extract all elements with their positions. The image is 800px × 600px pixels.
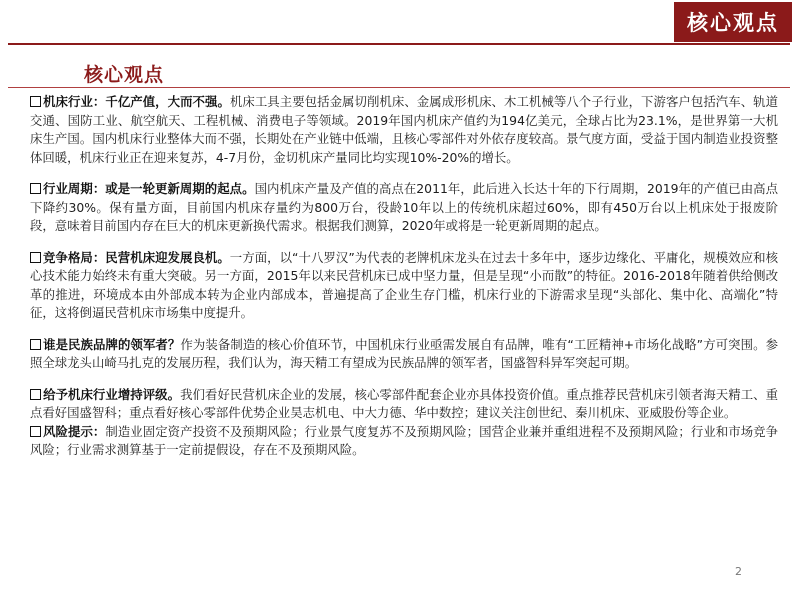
paragraph-lead: 行业周期：或是一轮更新周期的起点。 [43,181,255,196]
section-title: 核心观点 [84,64,165,86]
paragraph-body: 作为装备制造的核心价值环节，中国机床行业亟需发展自有品牌，唯有“工匠精神+市场化战略”方可突围。参照全球龙头山崎马扎克的发展历程，我们认为，海天精工有望成为民族品牌的领军者，国盛智科异军突起可期。 [30,336,778,370]
paragraph-body: 制造业固定资产投资不及预期风险；行业景气度复苏不及预期风险；国营企业兼并重组进程不及预期风险；行业和市场竞争风险；行业需求测算基于一定前提假设，存在不及预期风险。 [30,423,779,457]
paragraph-lead: 竞争格局：民营机床迎发展良机。 [43,249,230,265]
paragraph-body: 我们看好民营机床企业的发展，核心零部件配套企业亦具体投资价值。重点推荐民营机床引领者海天精工、重点看好国盛智科；重点看好核心零部件优势企业昊志机电、中大力德、华中数控；建议关注创世纪、秦川机床、亚威股份等企业。 [30,386,779,420]
paragraph-lead: 给予机床行业增持评级。 [43,386,181,402]
header-rule [8,43,790,45]
checkbox-bullet-icon [30,96,41,107]
paragraph-rating [30,386,778,423]
paragraph-risk [30,423,778,460]
paragraph-industry [30,93,778,167]
paragraph-body: 国内机床产量及产值的高点在2011年，此后进入长达十年的下行周期，2019年的产值已由高点下降约30%。保有量方面，目前国内机床存量约为800万台，役龄10年以上的传统机床超过60%，即有450万台以上机床处于报废阶段，意味着目前国内存在巨大的机床更新换代需求。根据我们测算，2020年或将是一轮更新周期的起点。 [30,181,779,233]
checkbox-bullet-icon [30,426,41,437]
paragraph-cycle [30,180,778,236]
paragraph-body: 机床工具主要包括金属切削机床、金属成形机床、木工机械等八个子行业，下游客户包括汽车、轨道交通、国防工业、航空航天、工程机械、消费电子等领域。2019年国内机床产值约为194亿美元，全球占比为23.1%，是世界第一大机床生产国。国内机床行业整体大而不强，长期处在产业链中低端，且核心零部件对外依存度较高。景气度方面，受益于国内制造业投资整体回暖，机床行业正在迎来复苏，4-7月份，金切机床产量同比均实现10%-20%的增长。 [30,94,779,165]
checkbox-bullet-icon [30,339,41,350]
checkbox-bullet-icon [30,252,41,263]
paragraph-brand-leader [30,336,778,373]
title-underline [8,87,790,88]
checkbox-bullet-icon [30,183,41,194]
header-tag: 核心观点 [674,2,792,42]
page-number: 2 [735,565,742,578]
paragraph-competition [30,249,778,323]
checkbox-bullet-icon [30,389,41,400]
paragraph-body: 一方面，以“十八罗汉”为代表的老牌机床龙头在过去十多年中，逐步边缘化、平庸化，规模效应和核心技术能力始终未有重大突破。另一方面，2015年以来民营机床已成中坚力量，但是呈现“小而散”的特征。2016-2018年随着供给侧改革的推进，环境成本由外部成本转为企业内部成本，普遍提高了企业生存门槛，机床行业的下游需求呈现“头部化、集中化、高端化”特征，这将倒逼民营机床市场集中度提升。 [30,249,778,320]
paragraph-lead: 谁是民族品牌的领军者？ [43,336,181,352]
paragraph-lead: 机床行业：千亿产值，大而不强。 [43,94,230,109]
paragraph-lead: 风险提示： [43,423,106,439]
content-body [30,93,778,460]
